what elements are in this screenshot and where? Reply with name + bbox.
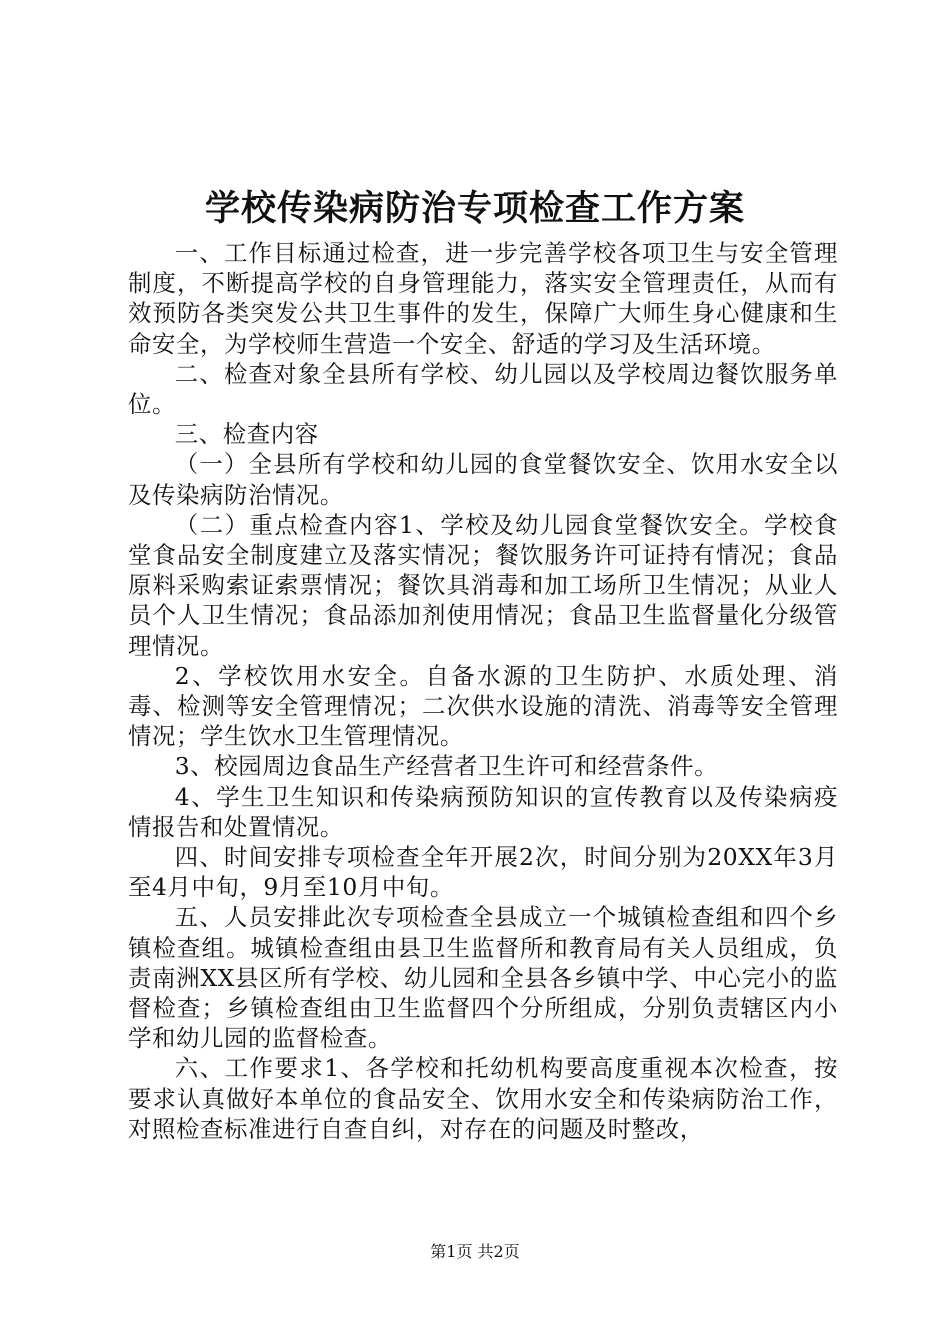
paragraph-content-part-2: （二）重点检查内容1、学校及幼儿园食堂餐饮安全。学校食堂食品安全制度建立及落实情况；餐饮服务许可证持有情况；食品原料采购索证索票情况；餐饮具消毒和加工场所卫生情况；从业人员个人卫生情况；食品添加剂使用情况；食品卫生监督量化分级管理情况。: [128, 510, 838, 660]
page-number-footer: 第1页 共2页: [430, 1242, 520, 1261]
paragraph-food-vendors: 3、校园周边食品生产经营者卫生许可和经营条件。: [174, 752, 719, 781]
paragraph-work-goal: 一、工作目标通过检查，进一步完善学校各项卫生与安全管理制度，不断提高学校的自身管理能力，落实安全管理责任，从而有效预防各类突发公共卫生事件的发生，保障广大师生身心健康和生命安全，为学校师生营造一个安全、舒适的学习及生活环境。: [128, 239, 838, 358]
paragraph-health-education: 4、学生卫生知识和传染病预防知识的宣传教育以及传染病疫情报告和处置情况。: [128, 782, 838, 841]
document-body: [128, 238, 838, 1144]
paragraph-inspection-content-heading: 三、检查内容: [174, 420, 319, 449]
paragraph-content-part-1: （一）全县所有学校和幼儿园的食堂餐饮安全、饮用水安全以及传染病防治情况。: [128, 450, 838, 509]
paragraph-personnel: 五、人员安排此次专项检查全县成立一个城镇检查组和四个乡镇检查组。城镇检查组由县卫生监督所和教育局有关人员组成，负责南洲XX县区所有学校、幼儿园和全县各乡镇中学、中心完小的监督检查；乡镇检查组由卫生监督四个分所组成，分别负责辖区内小学和幼儿园的监督检查。: [128, 903, 838, 1053]
paragraph-requirements: 六、工作要求1、各学校和托幼机构要高度重视本次检查，按要求认真做好本单位的食品安全、饮用水安全和传染病防治工作，对照检查标准进行自查自纠，对存在的问题及时整改，: [128, 1054, 838, 1143]
paragraph-inspection-targets: 二、检查对象全县所有学校、幼儿园以及学校周边餐饮服务单位。: [128, 359, 838, 419]
paragraph-drinking-water: 2、学校饮用水安全。自备水源的卫生防护、水质处理、消毒、检测等安全管理情况；二次供水设施的清洗、消毒等安全管理情况；学生饮水卫生管理情况。: [128, 661, 838, 751]
paragraph-schedule: 四、时间安排专项检查全年开展2次，时间分别为20XX年3月至4月中旬，9月至10月中旬。: [128, 843, 838, 902]
document-title: 学校传染病防治专项检查工作方案: [204, 189, 745, 229]
